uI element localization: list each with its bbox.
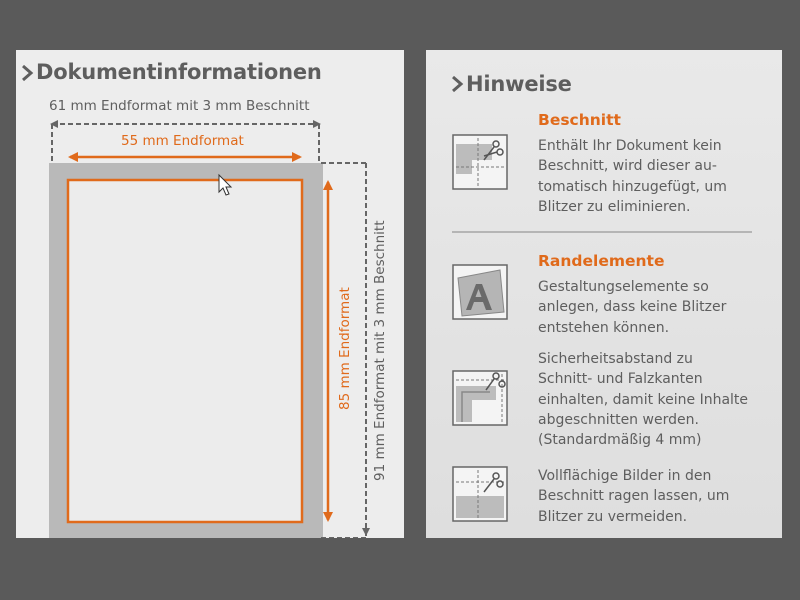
- hint-line: Blitzer zu vermeiden.: [538, 508, 688, 525]
- arrow-down-icon: [362, 528, 370, 536]
- hint-line: Schnitt- und Falzkanten: [538, 371, 703, 388]
- hint-heading-randelemente: Randelemente: [538, 252, 665, 270]
- hint-body-sicherheitsabstand: [538, 349, 758, 450]
- hint-line: tomatisch hinzugefügt, um: [538, 178, 727, 195]
- arrow-down-icon: [323, 512, 333, 522]
- hint-line: Gestaltungselemente so: [538, 279, 709, 295]
- dim-right-inner-label: 85 mm Endformat: [337, 287, 353, 410]
- chevron-right-icon: [451, 75, 465, 93]
- hint-body-randelemente: [538, 277, 758, 338]
- hint-line: entstehen können.: [538, 319, 670, 336]
- hint-line: Beschnitt, wird dieser au-: [538, 158, 717, 175]
- hint-body-beschnitt: [538, 136, 758, 217]
- letter-a-icon: [452, 264, 508, 320]
- hint-line: Sicherheitsabstand zu: [538, 351, 693, 367]
- scissors-trim-icon: [452, 134, 508, 190]
- hint-line: einhalten, damit keine Inhalte: [538, 391, 749, 408]
- hint-line: abgeschnitten werden.: [538, 411, 699, 428]
- trim-area: [68, 180, 302, 522]
- hints-panel: [426, 50, 782, 538]
- arrow-right-icon: [292, 152, 302, 162]
- hints-title: Hinweise: [466, 72, 572, 96]
- hint-heading-beschnitt: Beschnitt: [538, 111, 621, 129]
- arrow-left-icon: [68, 152, 78, 162]
- arrow-up-icon: [323, 180, 333, 190]
- hint-line: Beschnitt ragen lassen, um: [538, 488, 730, 505]
- hint-line: Enthält Ihr Dokument kein: [538, 138, 722, 154]
- document-info-title: Dokumentinformationen: [36, 60, 322, 84]
- full-bleed-icon: [452, 466, 508, 522]
- dim-right-outer-label: 91 mm Endformat mit 3 mm Beschnitt: [372, 220, 388, 481]
- document-info-panel: [16, 50, 404, 538]
- hint-body-vollflaechig: [538, 466, 758, 527]
- hint-line: (Standardmäßig 4 mm): [538, 432, 702, 449]
- hint-line: anlegen, dass keine Blitzer: [538, 299, 727, 316]
- section-divider: [452, 231, 752, 233]
- dim-top-inner-label: 55 mm Endformat: [121, 133, 244, 149]
- hint-line: Vollflächige Bilder in den: [538, 468, 712, 484]
- dim-top-outer-label: 61 mm Endformat mit 3 mm Beschnitt: [49, 98, 310, 114]
- hint-line: Blitzer zu eliminieren.: [538, 198, 691, 215]
- safety-margin-icon: [452, 370, 508, 426]
